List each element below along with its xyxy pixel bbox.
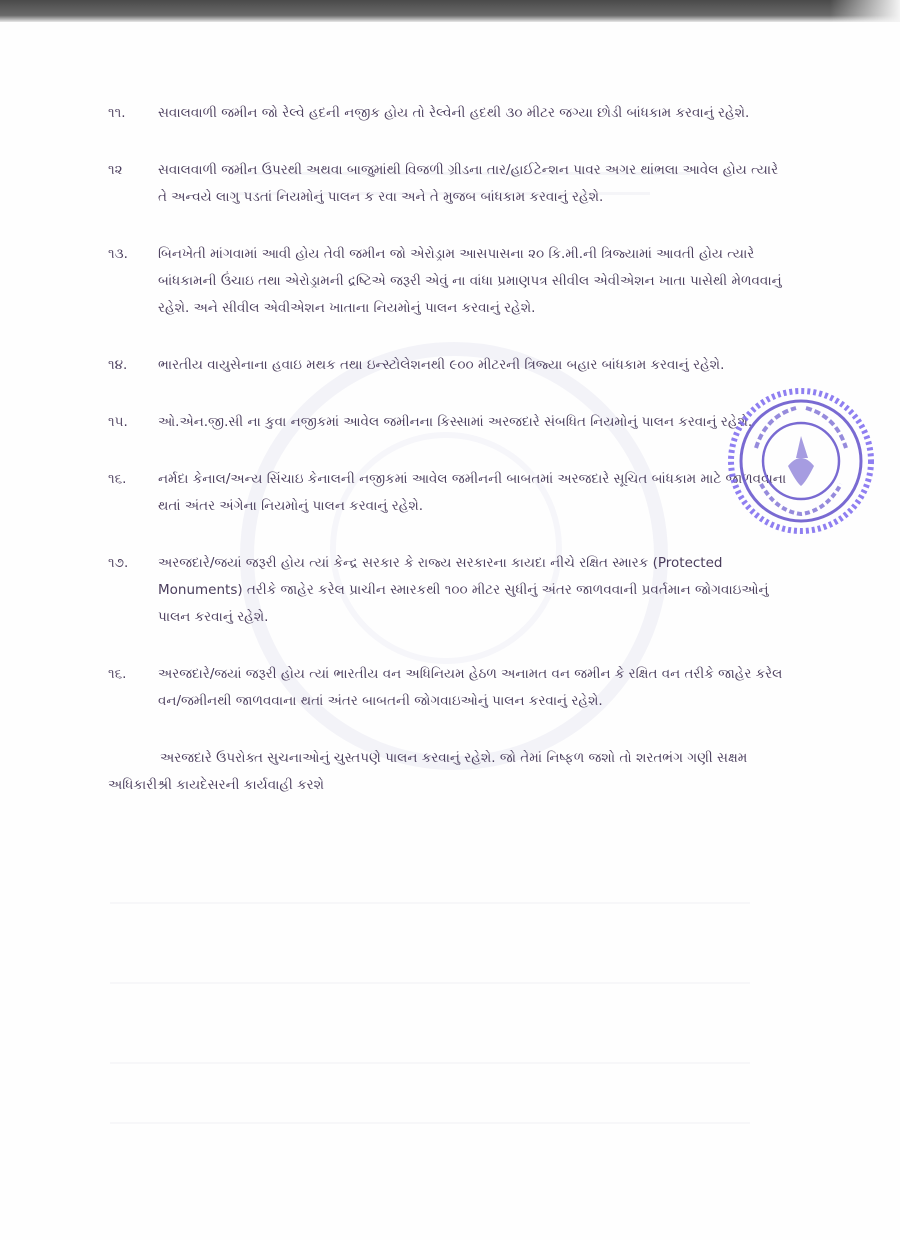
- bleed-through-line: [110, 1062, 750, 1064]
- bleed-through-line: [110, 1122, 750, 1124]
- condition-number: ૧૧.: [108, 105, 126, 121]
- scan-top-edge-highlight: [830, 0, 900, 22]
- condition-text: બિનખેતી માંગવામાં આવી હોય તેવી જમીન જો એરોડ્રામ આસપાસના ૨૦ કિ.મી.ની ત્રિજ્યામાં આવતી હોય ત્યારે બાંધકામની ઉંચાઇ તથા એરોડ્રામની દ્રષ્ટિએ જરૂરી એવું ના વાંધા પ્રમાણપત્ર સીવીલ એવીએશન ખાતા પાસેથી મેળવવાનું રહેશે. અને સીવીલ એવીએશન ખાતાના નિયમોનું પાલન કરવાનું રહેશે.: [158, 246, 782, 316]
- condition-number: ૧૭.: [108, 555, 129, 571]
- bleed-through-line: [110, 902, 750, 904]
- condition-number: ૧૬.: [108, 666, 127, 682]
- condition-item: [108, 661, 788, 715]
- conditions-list: [108, 100, 788, 799]
- condition-text: ઓ.એન.જી.સી ના કુવા નજીકમાં આવેલ જમીનના કિસ્સામાં અરજદારે સંબધિત નિયમોનું પાલન કરવાનું રહેશે.: [158, 414, 753, 430]
- condition-item: [108, 241, 788, 322]
- condition-number: ૧૩.: [108, 246, 128, 262]
- condition-number: ૧૫.: [108, 414, 128, 430]
- seal-emblem: [788, 436, 814, 486]
- scan-top-edge: [0, 0, 900, 22]
- official-seal-stamp: [726, 386, 876, 536]
- condition-item: [108, 466, 788, 520]
- condition-text: ભારતીય વાયુસેનાના હવાઇ મથક તથા ઇન્સ્ટોલેશનથી ૯૦૦ મીટરની ત્રિજ્યા બહાર બાંધકામ કરવાનું રહેશે.: [158, 357, 725, 373]
- condition-item: [108, 352, 788, 379]
- condition-text: નર્મદા કેનાલ/અન્ય સિંચાઇ કેનાલની નજીકમાં આવેલ જમીનની બાબતમાં અરજદારે સૂચિત બાંધકામ માટે જાળવવાના થતાં અંતર અંગેના નિયમોનું પાલન કરવાનું રહેશે.: [158, 471, 787, 514]
- condition-text: અરજદારે/જયાં જરૂરી હોય ત્યાં ભારતીય વન અધિનિયમ હેઠળ અનામત વન જમીન કે રક્ષિત વન તરીકે જાહેર કરેલ વન/જમીનથી જાળવવાના થતાં અંતર બાબતની જોગવાઇઓનું પાલન કરવાનું રહેશે.: [158, 666, 783, 709]
- condition-item: [108, 550, 788, 631]
- condition-item: [108, 100, 788, 127]
- condition-item: [108, 409, 788, 436]
- condition-number: ૧૨: [108, 162, 123, 178]
- condition-item: [108, 157, 788, 211]
- condition-text: સવાલવાળી જમીન ઉપરથી અથવા બાજુમાંથી વિજળી ગ્રીડના તાર/હાઈટેન્શન પાવર અગર થાંભલા આવેલ હોય ત્યારે તે અન્વયે લાગુ પડતાં નિયમોનું પાલન ક રવા અને તે મુજબ બાંધકામ કરવાનું રહેશે.: [158, 162, 779, 205]
- condition-number: ૧૪.: [108, 357, 128, 373]
- closing-paragraph: અરજદારે ઉપરોક્ત સુચનાઓનું ચુસ્તપણે પાલન કરવાનું રહેશે. જો તેમાં નિષ્ફળ જશો તો શરતભંગ ગણી સક્ષમ અધિકારીશ્રી કાયદેસરની કાર્યવાહી કરશે: [108, 750, 748, 793]
- bleed-through-line: [110, 982, 750, 984]
- condition-text: સવાલવાળી જમીન જો રેલ્વે હદની નજીક હોય તો રેલ્વેની હદથી ૩૦ મીટર જગ્યા છોડી બાંધકામ કરવાનું રહેશે.: [158, 105, 750, 121]
- condition-number: ૧૬.: [108, 471, 127, 487]
- condition-text: અરજદારે/જયાં જરૂરી હોય ત્યાં કેન્દ્ર સરકાર કે રાજ્ય સરકારના કાયદા નીચે રક્ષિત સ્મારક (Protected Monuments) તરીકે જાહેર કરેલ પ્રાચીન સ્મારકથી ૧૦૦ મીટર સુધીનું અંતર જાળવવાની પ્રવર્તમાન જોગવાઇઓનું પાલન કરવાનું રહેશે.: [158, 555, 769, 625]
